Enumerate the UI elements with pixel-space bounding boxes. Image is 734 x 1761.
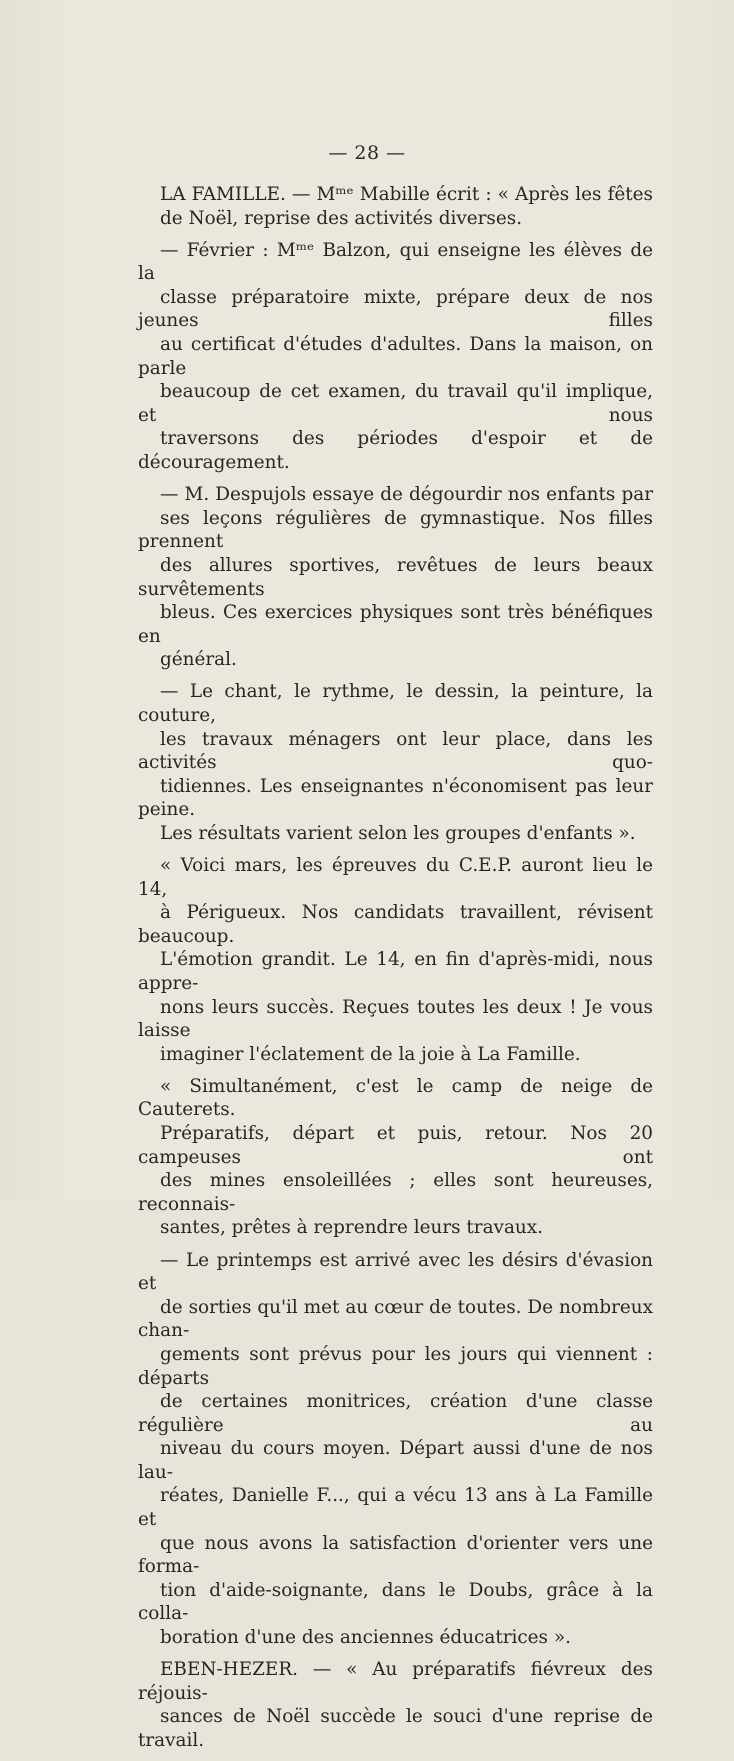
text-line: classe préparatoire mixte, prépare deux de nos jeunes filles [138, 286, 653, 332]
page-number: — 28 — [328, 142, 406, 164]
text-line: beaucoup de cet examen, du travail qu'il implique, et nous [138, 381, 653, 426]
text-line: gements sont prévus pour les jours qui viennent : départs [138, 1343, 653, 1389]
paragraph-activites [138, 680, 653, 845]
text-line: niveau du cours moyen. Départ aussi d'une de nos lau- [138, 1438, 653, 1483]
text-line: général. [160, 649, 237, 671]
paragraph-la-famille [138, 183, 653, 230]
text-line: au certificat d'études d'adultes. Dans la maison, on parle [138, 334, 653, 379]
text-line: réates, Danielle F..., qui a vécu 13 ans à La Famille et [138, 1485, 653, 1531]
text-line: des mines ensoleillées ; elles sont heureuses, reconnais- [138, 1170, 653, 1215]
paragraph-mars [138, 854, 653, 1066]
paragraph-gymnastique [138, 483, 653, 672]
text-line: EBEN-HEZER. — « Au préparatifs fiévreux des réjouis- [138, 1659, 653, 1704]
text-line: de Noël, reprise des activités diverses. [160, 207, 523, 229]
text-line: santes, prêtes à reprendre leurs travaux. [160, 1217, 543, 1239]
text-line: — Le chant, le rythme, le dessin, la peinture, la couture, [138, 681, 653, 726]
text-line: Les résultats varient selon les groupes d'enfants ». [160, 822, 636, 844]
body-text [138, 183, 653, 1761]
text-line: tidiennes. Les enseignantes n'économisent pas leur peine. [138, 775, 653, 821]
text-line: — Février : Mᵐᵉ Balzon, qui enseigne les élèves de la [138, 239, 653, 285]
text-line: « Simultanément, c'est le camp de neige de Cauterets. [138, 1075, 653, 1121]
text-line: de certaines monitrices, création d'une classe régulière au [138, 1391, 653, 1436]
paragraph-fevrier [138, 239, 653, 475]
text-line: traversons des périodes d'espoir et de découragement. [138, 428, 653, 474]
paragraph-eben-hezer [138, 1658, 653, 1752]
text-line: « Voici mars, les épreuves du C.E.P. auront lieu le 14, [138, 855, 653, 900]
paragraph-printemps [138, 1249, 653, 1650]
text-line: bleus. Ces exercices physiques sont très bénéfiques en [138, 602, 653, 647]
text-line: des allures sportives, revêtues de leurs beaux survêtements [138, 554, 653, 600]
text-line: que nous avons la satisfaction d'orienter vers une forma- [138, 1532, 653, 1578]
text-line: LA FAMILLE. — Mᵐᵉ Mabille écrit : « Après les fêtes [160, 184, 653, 205]
text-line: imaginer l'éclatement de la joie à La Famille. [160, 1043, 581, 1065]
text-line: les travaux ménagers ont leur place, dans les activités quo- [138, 728, 653, 774]
text-line: nons leurs succès. Reçues toutes les deux ! Je vous laisse [138, 996, 653, 1042]
text-line: à Périgueux. Nos candidats travaillent, révisent beaucoup. [138, 902, 653, 947]
text-line: boration d'une des anciennes éducatrices ». [160, 1627, 571, 1649]
text-line: de sorties qu'il met au cœur de toutes. De nombreux chan- [138, 1296, 653, 1342]
text-line: ses leçons régulières de gymnastique. Nos filles prennent [138, 507, 653, 553]
text-line: sances de Noël succède le souci d'une reprise de travail. [138, 1706, 653, 1751]
text-line: — Le printemps est arrivé avec les désirs d'évasion et [138, 1249, 653, 1295]
text-line: Préparatifs, départ et puis, retour. Nos 20 campeuses ont [138, 1123, 653, 1168]
text-line: tion d'aide-soignante, dans le Doubs, grâce à la colla- [138, 1579, 653, 1625]
text-line: L'émotion grandit. Le 14, en fin d'après-midi, nous appre- [138, 949, 653, 994]
paragraph-cauterets [138, 1075, 653, 1240]
text-line: — M. Despujols essaye de dégourdir nos enfants par [160, 484, 653, 506]
